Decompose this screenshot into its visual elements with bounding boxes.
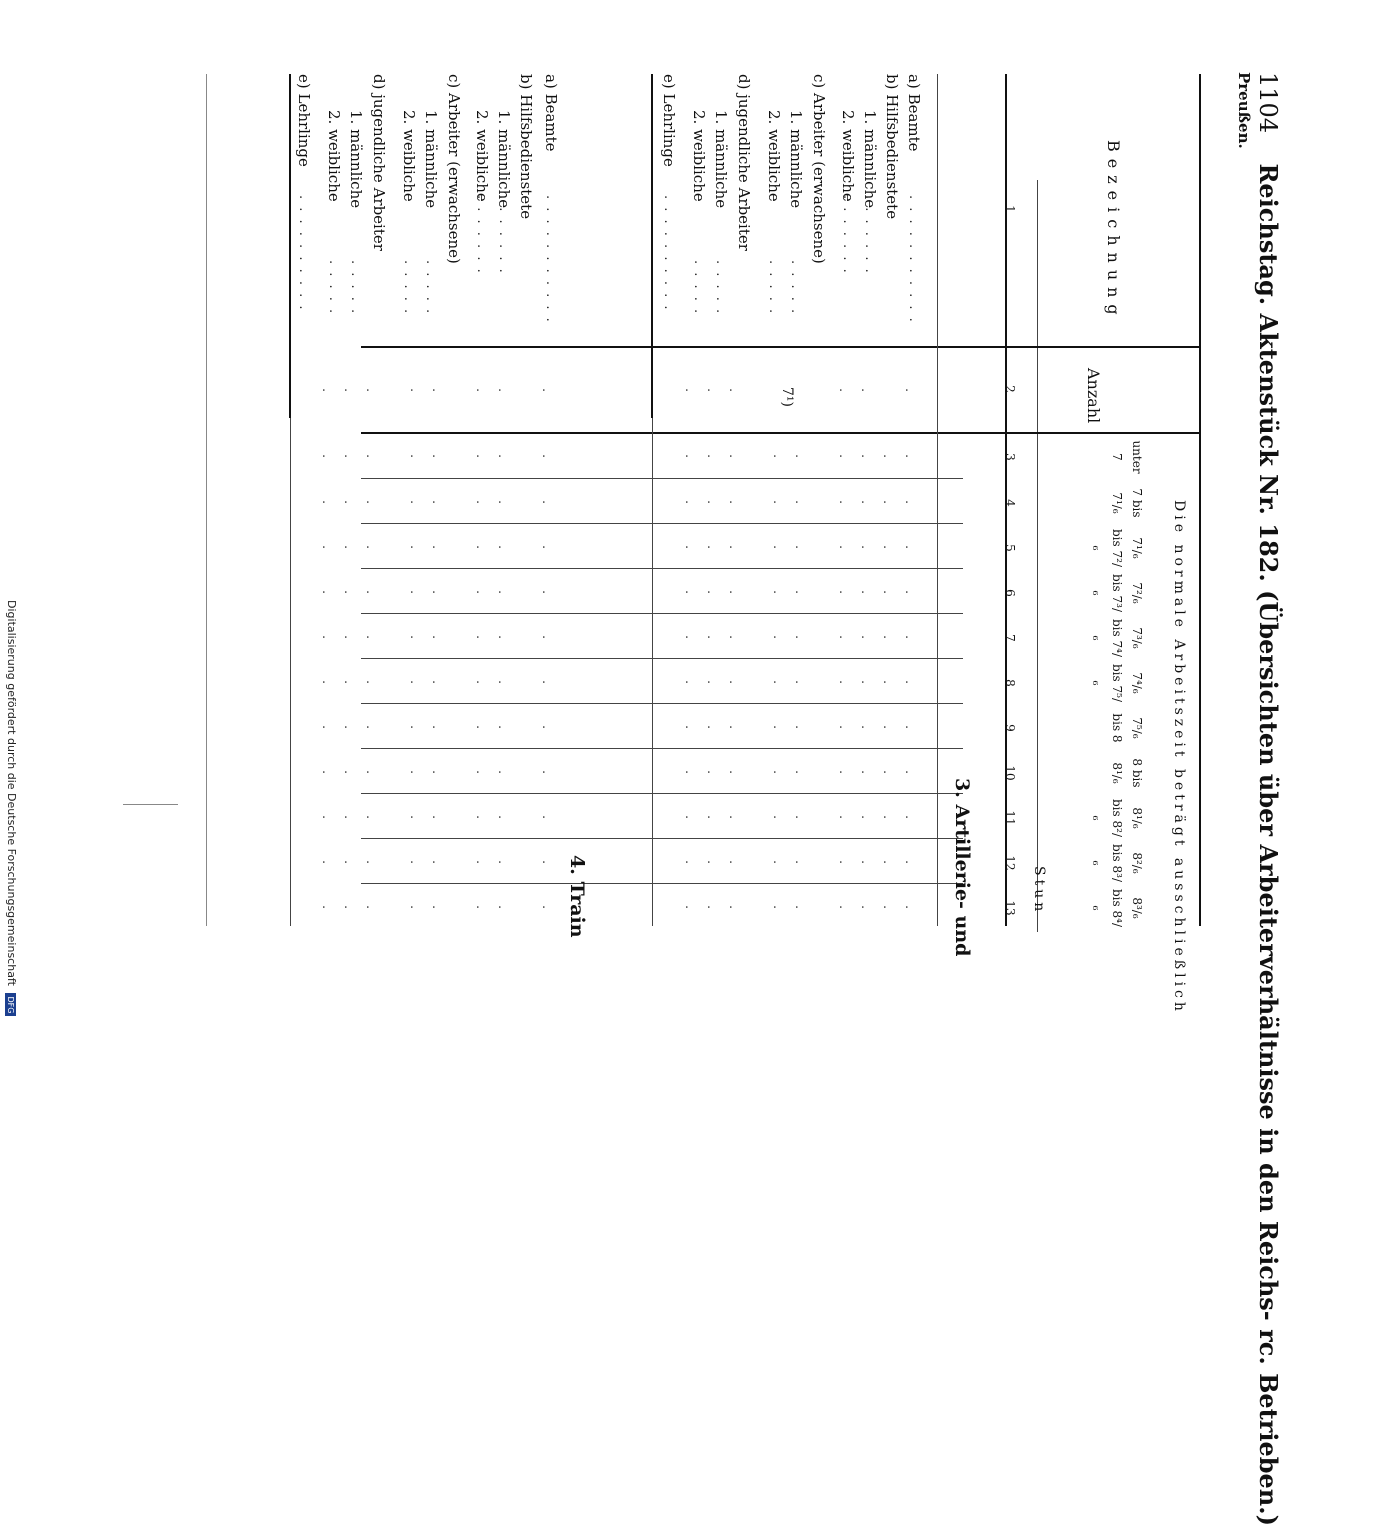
rule-top bbox=[1199, 74, 1201, 926]
s3-row-d: d) jugendliche Arbeiter bbox=[735, 74, 753, 251]
s4-row-a: a) Beamte bbox=[542, 74, 560, 152]
cell-dots: . . . . . . . . bbox=[320, 545, 554, 549]
col-number-1: 1 bbox=[1003, 205, 1017, 213]
col-number-9: 9 bbox=[1003, 724, 1017, 732]
page-title: Reichstag. Aktenstück Nr. 182. (Übersichten über Arbeiterverhältnisse in den Reichs- rc. Betrieben.) bbox=[1254, 163, 1283, 1526]
hour-range-5: 7³/₆ bis 7⁴/₆ bbox=[1090, 619, 1144, 657]
rule-col-6 bbox=[361, 613, 963, 614]
cell-dots: . . . . . . . . bbox=[320, 905, 554, 909]
col-number-13: 13 bbox=[1003, 900, 1017, 916]
s3-row-b: b) Hilfsbedienstete bbox=[883, 74, 901, 220]
cell-dots: . . . . . . . . bbox=[320, 590, 554, 594]
cell-dots: . . . . . . . . bbox=[320, 725, 554, 729]
page-number: 1104 bbox=[1254, 72, 1282, 134]
leader-dots: . . . . . . . . . . . bbox=[906, 195, 921, 324]
cell-dots: . . . . . . . . . bbox=[683, 770, 917, 774]
s4-row-c1: 1. männliche bbox=[422, 110, 440, 209]
rule-col-12 bbox=[361, 883, 963, 884]
hour-range-8: 8 bis 8¹/₆ bbox=[1110, 758, 1144, 788]
hour-range-10: 8²/₆ bis 8³/₆ bbox=[1090, 844, 1144, 882]
s4-row-b1: 1. männliche bbox=[495, 110, 513, 209]
col-head-span: Die normale Arbeitszeit beträgt ausschließlich bbox=[1171, 500, 1187, 1015]
leader-dots: . . . . . bbox=[788, 260, 803, 316]
s4-row-d2: 2. weibliche bbox=[325, 110, 343, 202]
leader-dots: . . . . . bbox=[401, 260, 416, 316]
s4-row-e: e) Lehrlinge bbox=[295, 74, 313, 167]
s4-row-b: b) Hilfsbedienstete bbox=[517, 74, 535, 220]
cell-dots: . . . . . . . . bbox=[320, 815, 554, 819]
cell-dots: . . . . . . . . bbox=[320, 680, 554, 684]
cell-dots: . . . . . . . . bbox=[320, 770, 554, 774]
cell-dots: . . . . . . . . bbox=[320, 388, 554, 392]
hour-range-9: 8¹/₆ bis 8²/₆ bbox=[1090, 799, 1144, 837]
col-head-unit: Stun bbox=[1031, 866, 1047, 916]
leader-dots: . . . . . . . . . . . bbox=[543, 195, 558, 324]
col-number-2: 2 bbox=[1003, 385, 1017, 393]
cell-dots: . . . . . . . . bbox=[320, 635, 554, 639]
cell-dots: . . . . . . . . . bbox=[683, 860, 917, 864]
cell-dots: . . . . . . . . bbox=[320, 860, 554, 864]
cell-dots: . . . . . . . . . bbox=[683, 500, 917, 504]
hour-range-2: 7 bis 7¹/₆ bbox=[1110, 488, 1144, 518]
cell-dots: . . . . . . . . . bbox=[683, 815, 917, 819]
cell-dots: . . . . . . . . . bbox=[683, 590, 917, 594]
section-title-3: 3. Artillerie- und bbox=[951, 778, 973, 957]
cell-dots: . . . . . . bbox=[683, 388, 917, 392]
s4-row-c2: 2. weibliche bbox=[400, 110, 418, 202]
cell-dots: . . . . . . . . . bbox=[683, 905, 917, 909]
section-title-4: 4. Train bbox=[566, 855, 588, 938]
col-head-name: Bezeichnung bbox=[1104, 140, 1123, 322]
s3-row-a: a) Beamte bbox=[905, 74, 923, 152]
state-label: Preußen. bbox=[1235, 72, 1253, 149]
s4-row-d: d) jugendliche Arbeiter bbox=[370, 74, 388, 251]
s3-row-e: e) Lehrlinge bbox=[660, 74, 678, 167]
s3-row-c1: 1. männliche bbox=[787, 110, 805, 209]
credit-text: Digitalisierung gefördert durch die Deutsche Forschungsgemeinschaft bbox=[5, 600, 18, 986]
rule-col-8 bbox=[361, 703, 963, 704]
rule-section-4-end-cells bbox=[290, 418, 291, 926]
s3-row-b1: 1. männliche bbox=[861, 110, 879, 209]
s4-row-d1: 1. männliche bbox=[347, 110, 365, 209]
leader-dots: . . . . . bbox=[326, 260, 341, 316]
rule-section-3-end-cells bbox=[652, 418, 653, 926]
cell-dots: . . . . . . . . . bbox=[683, 635, 917, 639]
col-number-6: 6 bbox=[1003, 589, 1017, 597]
rule-col-4 bbox=[361, 523, 963, 524]
leader-dots: . . . . . . . bbox=[474, 195, 489, 275]
rule-col-count bbox=[361, 432, 1201, 434]
hour-range-7: 7⁵/₆ bis 8 bbox=[1110, 713, 1144, 743]
col-number-7: 7 bbox=[1003, 634, 1017, 642]
rule-extension bbox=[123, 804, 178, 805]
s4-row-c: c) Arbeiter (erwachsene) bbox=[445, 74, 463, 264]
rule-section-3 bbox=[937, 74, 938, 926]
rule-col-10 bbox=[361, 793, 963, 794]
hour-range-11: 8³/₆ bis 8⁴/₆ bbox=[1090, 889, 1144, 927]
s4-row-b2: 2. weibliche bbox=[473, 110, 491, 202]
col-number-11: 11 bbox=[1003, 810, 1017, 826]
digitization-credit bbox=[5, 600, 18, 1016]
s3-row-c2: 2. weibliche bbox=[765, 110, 783, 202]
leader-dots: . . . . . . . bbox=[840, 195, 855, 275]
s3-row-d1: 1. männliche bbox=[712, 110, 730, 209]
hour-range-3: 7¹/₆ bis 7²/₆ bbox=[1090, 529, 1144, 567]
cell-dots: . . . . . . . . . bbox=[683, 680, 917, 684]
leader-dots: . . . . . bbox=[348, 260, 363, 316]
col-number-12: 12 bbox=[1003, 855, 1017, 871]
cell-dots: . . . . . . . . . bbox=[683, 545, 917, 549]
rule-col-name bbox=[361, 346, 1201, 348]
col-number-4: 4 bbox=[1003, 499, 1017, 507]
rule-section-3-end bbox=[651, 74, 653, 418]
footnote-ref: 7¹) bbox=[779, 387, 795, 407]
col-number-10: 10 bbox=[1003, 765, 1017, 781]
rule-header-bottom bbox=[1037, 180, 1038, 932]
s3-row-d2: 2. weibliche bbox=[690, 110, 708, 202]
cell-dots: . . . . . . . . . bbox=[683, 454, 917, 458]
col-number-8: 8 bbox=[1003, 679, 1017, 687]
leader-dots: . . . . . bbox=[766, 260, 781, 316]
page-header bbox=[1254, 72, 1283, 1526]
leader-dots: . . . . . . . . . . bbox=[296, 195, 311, 312]
s3-row-b2: 2. weibliche bbox=[839, 110, 857, 202]
leader-dots: . . . . . bbox=[423, 260, 438, 316]
cell-dots: . . . . . . . . bbox=[320, 454, 554, 458]
hour-range-6: 7⁴/₆ bis 7⁵/₆ bbox=[1090, 664, 1144, 702]
rule-section-4-end bbox=[289, 74, 291, 418]
rule-col-5 bbox=[361, 568, 963, 569]
cell-dots: . . . . . . . . bbox=[320, 500, 554, 504]
s3-row-c: c) Arbeiter (erwachsene) bbox=[810, 74, 828, 264]
hour-range-4: 7²/₆ bis 7³/₆ bbox=[1090, 574, 1144, 612]
rule-col-9 bbox=[361, 748, 963, 749]
rule-col-3 bbox=[361, 478, 963, 479]
leader-dots: . . . . . . . . . . bbox=[661, 195, 676, 312]
col-number-3: 3 bbox=[1003, 453, 1017, 461]
leader-dots: . . . . . bbox=[713, 260, 728, 316]
hour-range-1: unter 7 bbox=[1110, 440, 1144, 474]
dfg-logo: DFG bbox=[5, 993, 16, 1016]
cell-dots: . . . . . . . . . bbox=[683, 725, 917, 729]
leader-dots: . . . . . bbox=[691, 260, 706, 316]
rule-bottom bbox=[206, 74, 207, 926]
rule-col-7 bbox=[361, 658, 963, 659]
leader-dots: . . . . . . . bbox=[862, 195, 877, 275]
rule-col-11 bbox=[361, 838, 963, 839]
col-head-count: Anzahl bbox=[1084, 368, 1103, 424]
leader-dots: . . . . . . . bbox=[496, 195, 511, 275]
col-number-5: 5 bbox=[1003, 544, 1017, 552]
